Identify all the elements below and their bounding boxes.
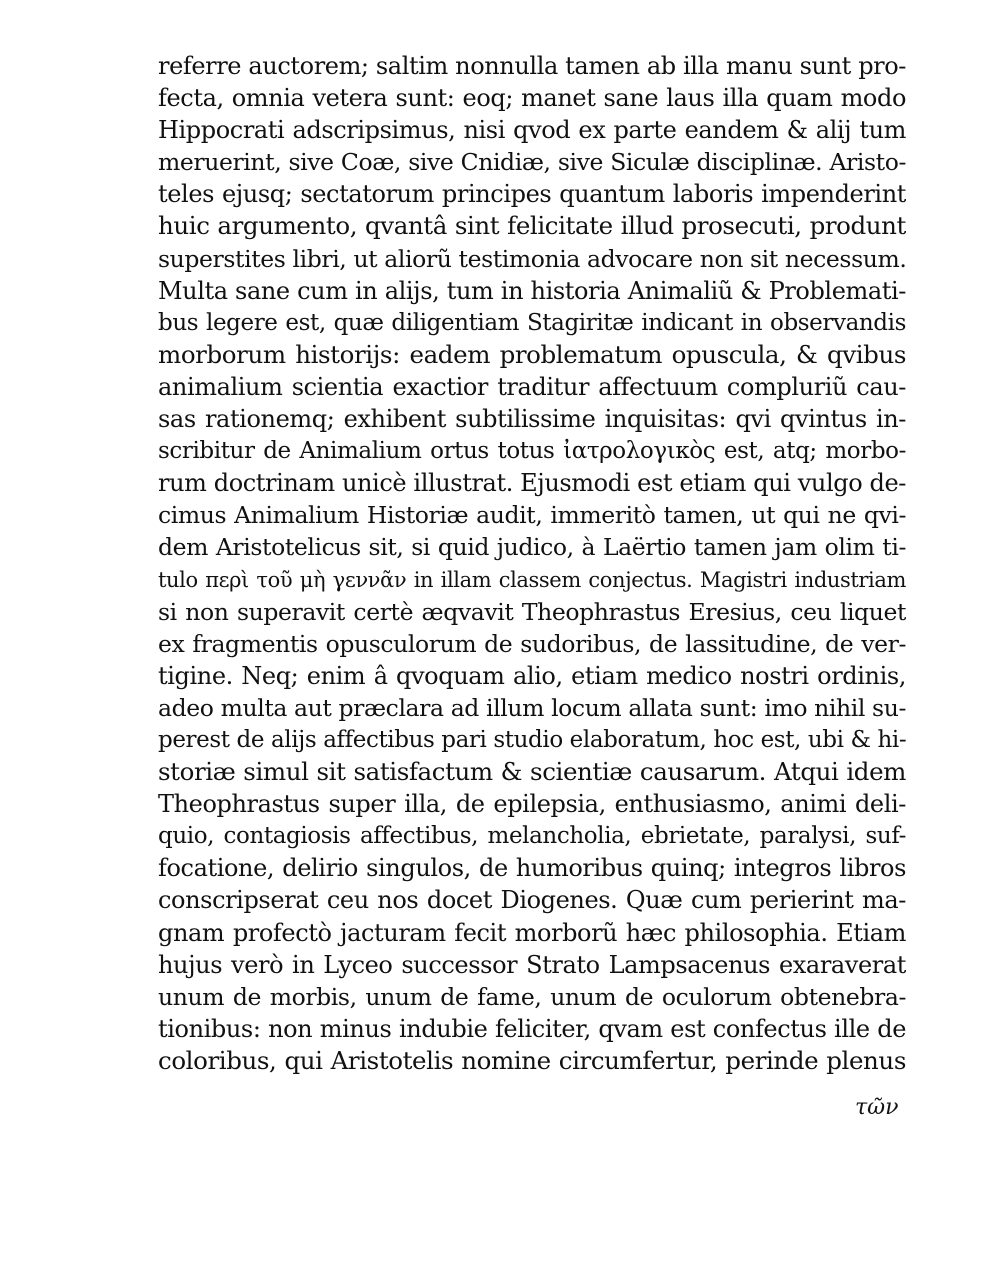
text-line: animalium scientia exactior traditur affectuum compluriũ cau- (158, 372, 906, 401)
text-line: focatione, delirio singulos, de humoribus quinq; integros libros (158, 854, 906, 883)
text-line: conscripserat ceu nos docet Diogenes. Quæ cum perierint ma- (158, 886, 906, 915)
catchword: τῶν (855, 1095, 899, 1120)
text-line: morborum historijs: eadem problematum opuscula, & qvibus (158, 339, 906, 369)
text-line: Multa sane cum in alijs, tum in historia Animaliũ & Problemati- (158, 276, 906, 305)
text-line: cimus Animalium Historiæ audit, immeritò tamen, ut qui ne qvi- (158, 501, 906, 530)
text-line: coloribus, qui Aristotelis nomine circumfertur, perinde plenus (158, 1045, 906, 1075)
text-line: sas rationemq; exhibent subtilissime inquisitas: qvi qvintus in- (158, 405, 906, 434)
text-line: scribitur de Animalium ortus totus ἰατρολογικὸς est, atq; morbo- (158, 438, 906, 465)
text-line: Theophrastus super illa, de epilepsia, enthusiasmo, animi deli- (158, 790, 906, 819)
text-line: rum doctrinam unicè illustrat. Ejusmodi est etiam qui vulgo de- (158, 469, 906, 498)
text-line: bus legere est, quæ diligentiam Stagiritæ indicant in observandis (158, 309, 906, 336)
text-line: huic argumento, qvantâ sint felicitate illud prosecuti, produnt (158, 211, 906, 241)
text-line: fecta, omnia vetera sunt: eoq; manet sane laus illa quam modo (158, 84, 906, 113)
text-line: tulo περὶ τοῦ μὴ γεννᾶν in illam classem conjectus. Magistri industriam (158, 567, 906, 592)
text-line: perest de alijs affectibus pari studio elaboratum, hoc est, ubi & hi- (158, 726, 906, 753)
text-line: storiæ simul sit satisfactum & scientiæ causarum. Atqui idem (158, 757, 906, 787)
text-line: Hippocrati adscripsimus, nisi qvod ex parte eandem & alij tum (158, 116, 906, 145)
text-line: ex fragmentis opusculorum de sudoribus, de lassitudine, de ver- (158, 629, 906, 658)
text-line: si non superavit certè æqvavit Theophrastus Eresius, ceu liquet (158, 597, 906, 626)
text-line: tionibus: non minus indubie feliciter, qvam est confectus ille de (158, 1014, 906, 1043)
text-line: hujus verò in Lyceo successor Strato Lampsacenus exaraverat (158, 950, 906, 979)
text-line: unum de morbis, unum de fame, unum de oculorum obtenebra- (158, 982, 906, 1011)
body-text (158, 50, 906, 1077)
text-line: referre auctorem; saltim nonnulla tamen ab illa manu sunt pro- (158, 52, 906, 80)
text-line: gnam profectò jacturam fecit morborũ hæc philosophia. Etiam (158, 918, 906, 947)
text-line: teles ejusq; sectatorum principes quantum laboris impenderint (158, 180, 906, 209)
text-line: quio, contagiosis affectibus, melancholia, ebrietate, paralysi, suf- (158, 823, 906, 850)
text-line: dem Aristotelicus sit, si quid judico, à Laërtio tamen jam olim ti- (158, 533, 906, 562)
text-line: tigine. Neq; enim â qvoquam alio, etiam medico nostri ordinis, (158, 661, 906, 690)
text-line: superstites libri, ut aliorũ testimonia advocare non sit necessum. (158, 244, 906, 273)
text-line: meruerint, sive Coæ, sive Cnidiæ, sive Siculæ disciplinæ. Aristo- (158, 148, 906, 177)
text-line: adeo multa aut præclara ad illum locum allata sunt: imo nihil su- (158, 693, 906, 722)
